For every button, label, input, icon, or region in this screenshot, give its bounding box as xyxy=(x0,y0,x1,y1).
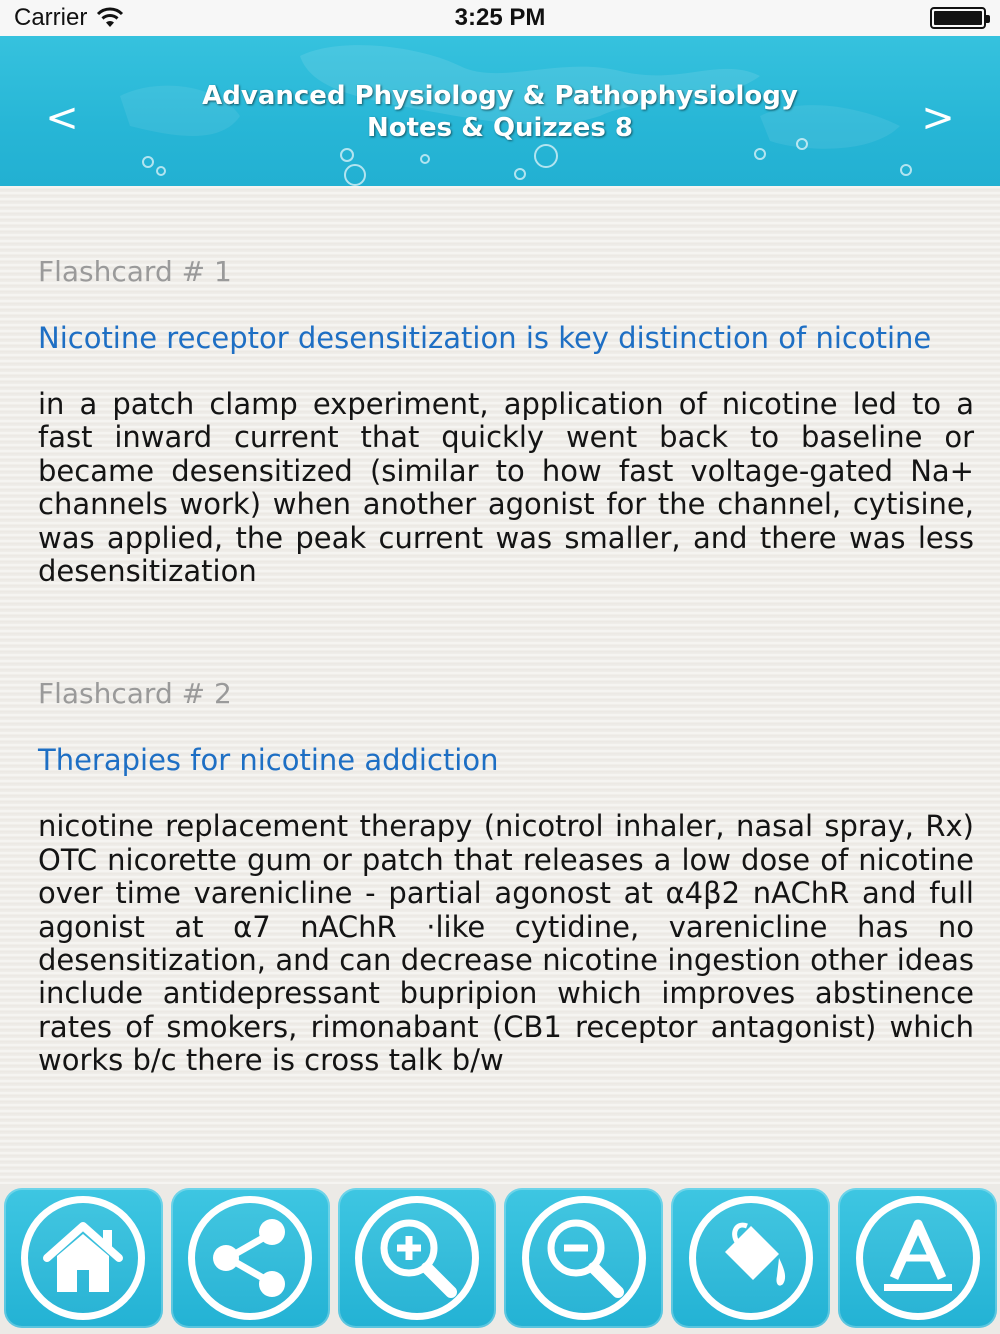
next-button[interactable]: > xyxy=(921,95,955,141)
flashcard xyxy=(38,252,974,588)
flashcard-answer: in a patch clamp experiment, application of nicotine led to a fast inward current that quickly went back to baseline or became desensitized (similar to how fast voltage-gated Na+ channels work) when another agonist for the channel, cytisine, was applied, the peak current was smaller, and there was less desensitization xyxy=(38,387,974,589)
carrier-label: Carrier xyxy=(14,4,88,31)
flashcard-answer: nicotine replacement therapy (nicotrol inhaler, nasal spray, Rx) OTC nicorette gum or patch that releases a low dose of nicotine over time varenicline - partial agonost at α4β2 nAChR and full agonist at α7 nAChR ·like cytidine, varenicline has no desensitization, and can decrease nicotine ingestion other ideas include antidepressant bupripion which improves abstinence rates of smokers, rimonabant (CB1 receptor antagonist) which works b/c there is cross talk b/w xyxy=(38,809,974,1078)
previous-button[interactable]: < xyxy=(45,95,79,141)
home-button-ring xyxy=(21,1196,145,1320)
share-icon xyxy=(204,1212,296,1304)
share-button[interactable] xyxy=(171,1188,330,1328)
wifi-icon xyxy=(95,7,125,29)
status-left xyxy=(14,4,125,32)
flashcard-content[interactable] xyxy=(0,186,1000,1184)
theme-button[interactable] xyxy=(671,1188,830,1328)
font-button-ring xyxy=(856,1196,980,1320)
battery-fill xyxy=(934,11,982,25)
battery-icon xyxy=(930,7,986,29)
home-button[interactable] xyxy=(4,1188,163,1328)
zoom-in-button-ring xyxy=(355,1196,479,1320)
bubble xyxy=(340,148,354,162)
title-line-1: Advanced Physiology & Pathophysiology xyxy=(202,81,798,111)
share-button-ring xyxy=(188,1196,312,1320)
zoom-out-icon xyxy=(538,1212,630,1304)
flashcard-question: Nicotine receptor desensitization is key distinction of nicotine xyxy=(38,321,932,355)
status-time: 3:25 PM xyxy=(454,4,546,31)
bottom-toolbar xyxy=(0,1184,1000,1334)
theme-button-ring xyxy=(689,1196,813,1320)
status-bar xyxy=(0,0,1000,36)
zoom-out-button[interactable] xyxy=(504,1188,663,1328)
bubble xyxy=(156,166,166,176)
title-line-2: Notes & Quizzes 8 xyxy=(367,113,633,143)
paint-bucket-icon xyxy=(705,1212,797,1304)
page-title xyxy=(120,80,880,144)
font-button[interactable] xyxy=(838,1188,997,1328)
flashcard-label: Flashcard # 2 xyxy=(38,677,232,711)
bubble xyxy=(900,164,912,176)
flashcard-question: Therapies for nicotine addiction xyxy=(38,743,499,778)
bubble xyxy=(534,144,558,168)
font-icon xyxy=(872,1212,964,1304)
zoom-in-icon xyxy=(371,1212,463,1304)
zoom-out-button-ring xyxy=(522,1196,646,1320)
flashcard-label: Flashcard # 1 xyxy=(38,255,232,288)
home-icon xyxy=(37,1212,129,1304)
bubble xyxy=(142,156,154,168)
bubble xyxy=(420,154,430,164)
bubble xyxy=(344,164,366,186)
header xyxy=(0,36,1000,186)
bubble xyxy=(514,168,526,180)
flashcard xyxy=(38,674,974,1077)
zoom-in-button[interactable] xyxy=(338,1188,497,1328)
bubble xyxy=(754,148,766,160)
